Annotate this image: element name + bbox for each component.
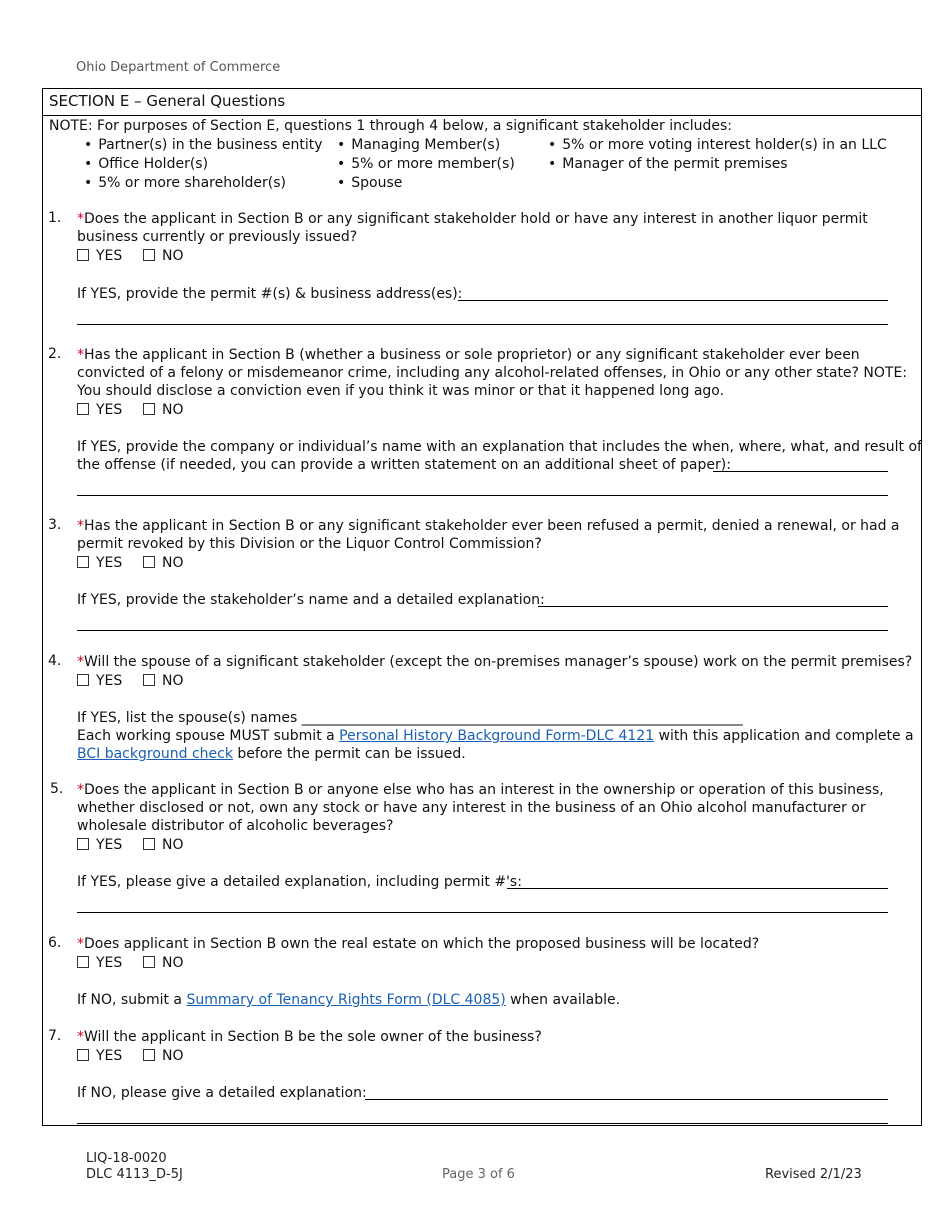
question-5-text-cont: whether disclosed or not, own any stock or have any interest in the business of an Ohio alcohol manufacturer or [77, 800, 866, 816]
required-mark: * [77, 654, 84, 670]
stakeholder-item: • 5% or more shareholder(s) [84, 174, 286, 192]
stakeholder-item: • 5% or more member(s) [337, 155, 515, 173]
section-title: SECTION E – General Questions [42, 88, 922, 116]
question-3-text: *Has the applicant in Section B or any significant stakeholder ever been refused a permit, denied a renewal, or had a [77, 518, 900, 534]
q4-spouse-note: Each working spouse MUST submit a Personal History Background Form-DLC 4121 with this application and complete a [77, 728, 914, 744]
required-mark: * [77, 347, 84, 363]
stakeholder-item: • Manager of the permit premises [548, 155, 788, 173]
question-3-text-cont: permit revoked by this Division or the Liquor Control Commission? [77, 536, 542, 552]
checkbox-box [143, 556, 155, 568]
q4-spouse-note-cont: BCI background check before the permit can be issued. [77, 746, 466, 762]
question-number: 1. [48, 210, 62, 226]
question-2-text-cont: You should disclose a conviction even if you think it was minor or that it happened long ago. [77, 383, 725, 399]
checkbox-box [143, 674, 155, 686]
q7-yes-checkbox[interactable]: YES [77, 1048, 122, 1064]
personal-history-form-link[interactable]: Personal History Background Form-DLC 4121 [339, 728, 655, 744]
q6-follow-label: If NO, submit a Summary of Tenancy Rights Form (DLC 4085) when available. [77, 992, 621, 1008]
checkbox-box [77, 556, 89, 568]
required-mark: * [77, 1029, 84, 1045]
checkbox-box [77, 1049, 89, 1061]
question-number: 3. [48, 517, 62, 533]
q4-follow-label: If YES, list the spouse(s) names _______________________________________________________________ [77, 710, 743, 726]
q3-answer-line-2[interactable] [77, 630, 888, 631]
form-code-dlc: DLC 4113_D-5J [86, 1167, 183, 1182]
q5-yes-checkbox[interactable]: YES [77, 837, 122, 853]
question-1-text-cont: business currently or previously issued? [77, 229, 358, 245]
q2-no-checkbox[interactable]: NO [143, 402, 184, 418]
tenancy-rights-form-link[interactable]: Summary of Tenancy Rights Form (DLC 4085) [186, 992, 506, 1008]
question-6-text: *Does applicant in Section B own the real estate on which the proposed business will be located? [77, 936, 760, 952]
q2-answer-line-2[interactable] [77, 495, 888, 496]
checkbox-box [143, 403, 155, 415]
q7-answer-line-2[interactable] [77, 1123, 888, 1124]
question-2-text-cont: convicted of a felony or misdemeanor crime, including any alcohol-related offenses, in Ohio or any other state? NOTE: [77, 365, 908, 381]
q3-follow-label: If YES, provide the stakeholder’s name and a detailed explanation: [77, 592, 545, 608]
question-7-text: *Will the applicant in Section B be the sole owner of the business? [77, 1029, 542, 1045]
section-note: NOTE: For purposes of Section E, questions 1 through 4 below, a significant stakeholder includes: [49, 118, 732, 134]
page-number: Page 3 of 6 [442, 1167, 515, 1182]
question-number: 2. [48, 346, 62, 362]
q7-no-checkbox[interactable]: NO [143, 1048, 184, 1064]
required-mark: * [77, 782, 84, 798]
question-number: 4. [48, 653, 62, 669]
stakeholder-item: • Office Holder(s) [84, 155, 208, 173]
header-org: Ohio Department of Commerce [76, 60, 281, 75]
q6-no-checkbox[interactable]: NO [143, 955, 184, 971]
checkbox-box [143, 956, 155, 968]
required-mark: * [77, 211, 84, 227]
required-mark: * [77, 518, 84, 534]
q4-yes-checkbox[interactable]: YES [77, 673, 122, 689]
q2-yes-checkbox[interactable]: YES [77, 402, 122, 418]
bci-background-check-link[interactable]: BCI background check [77, 746, 233, 762]
stakeholder-item: • Spouse [337, 174, 402, 192]
q4-no-checkbox[interactable]: NO [143, 673, 184, 689]
q3-yes-checkbox[interactable]: YES [77, 555, 122, 571]
q7-follow-label: If NO, please give a detailed explanation: [77, 1085, 367, 1101]
q1-answer-line-1[interactable] [458, 300, 888, 301]
q1-yes-checkbox[interactable]: YES [77, 248, 122, 264]
checkbox-box [143, 249, 155, 261]
question-4-text: *Will the spouse of a significant stakeholder (except the on-premises manager’s spouse) work on the permit premises? [77, 654, 913, 670]
q3-answer-line-1[interactable] [538, 606, 888, 607]
checkbox-box [143, 1049, 155, 1061]
question-number: 5. [50, 781, 64, 797]
q3-no-checkbox[interactable]: NO [143, 555, 184, 571]
revised-date: Revised 2/1/23 [765, 1167, 862, 1182]
checkbox-box [77, 249, 89, 261]
checkbox-box [143, 838, 155, 850]
q5-no-checkbox[interactable]: NO [143, 837, 184, 853]
q1-answer-line-2[interactable] [77, 324, 888, 325]
stakeholder-item: • 5% or more voting interest holder(s) in an LLC [548, 136, 887, 154]
question-number: 7. [48, 1028, 62, 1044]
stakeholder-item: • Managing Member(s) [337, 136, 500, 154]
q1-follow-label: If YES, provide the permit #(s) & business address(es): [77, 286, 463, 302]
q5-follow-label: If YES, please give a detailed explanation, including permit #'s: [77, 874, 522, 890]
question-2-text: *Has the applicant in Section B (whether a business or sole proprietor) or any significant stakeholder ever been [77, 347, 860, 363]
q2-answer-line-1[interactable] [713, 471, 888, 472]
form-code-liq: LIQ-18-0020 [86, 1151, 167, 1166]
question-1-text: *Does the applicant in Section B or any significant stakeholder hold or have any interest in another liquor permit [77, 211, 868, 227]
q5-answer-line-2[interactable] [77, 912, 888, 913]
checkbox-box [77, 838, 89, 850]
q6-yes-checkbox[interactable]: YES [77, 955, 122, 971]
question-5-text: *Does the applicant in Section B or anyone else who has an interest in the ownership or operation of this business, [77, 782, 884, 798]
q2-follow-label: If YES, provide the company or individual’s name with an explanation that includes the when, where, what, and result of [77, 439, 922, 455]
required-mark: * [77, 936, 84, 952]
question-5-text-cont: wholesale distributor of alcoholic beverages? [77, 818, 394, 834]
stakeholder-item: • Partner(s) in the business entity [84, 136, 323, 154]
checkbox-box [77, 403, 89, 415]
question-number: 6. [48, 935, 62, 951]
checkbox-box [77, 674, 89, 686]
q1-no-checkbox[interactable]: NO [143, 248, 184, 264]
q2-follow-label-cont: the offense (if needed, you can provide a written statement on an additional sheet of paper): [77, 457, 731, 473]
checkbox-box [77, 956, 89, 968]
q5-answer-line-1[interactable] [507, 888, 888, 889]
q7-answer-line-1[interactable] [365, 1099, 888, 1100]
